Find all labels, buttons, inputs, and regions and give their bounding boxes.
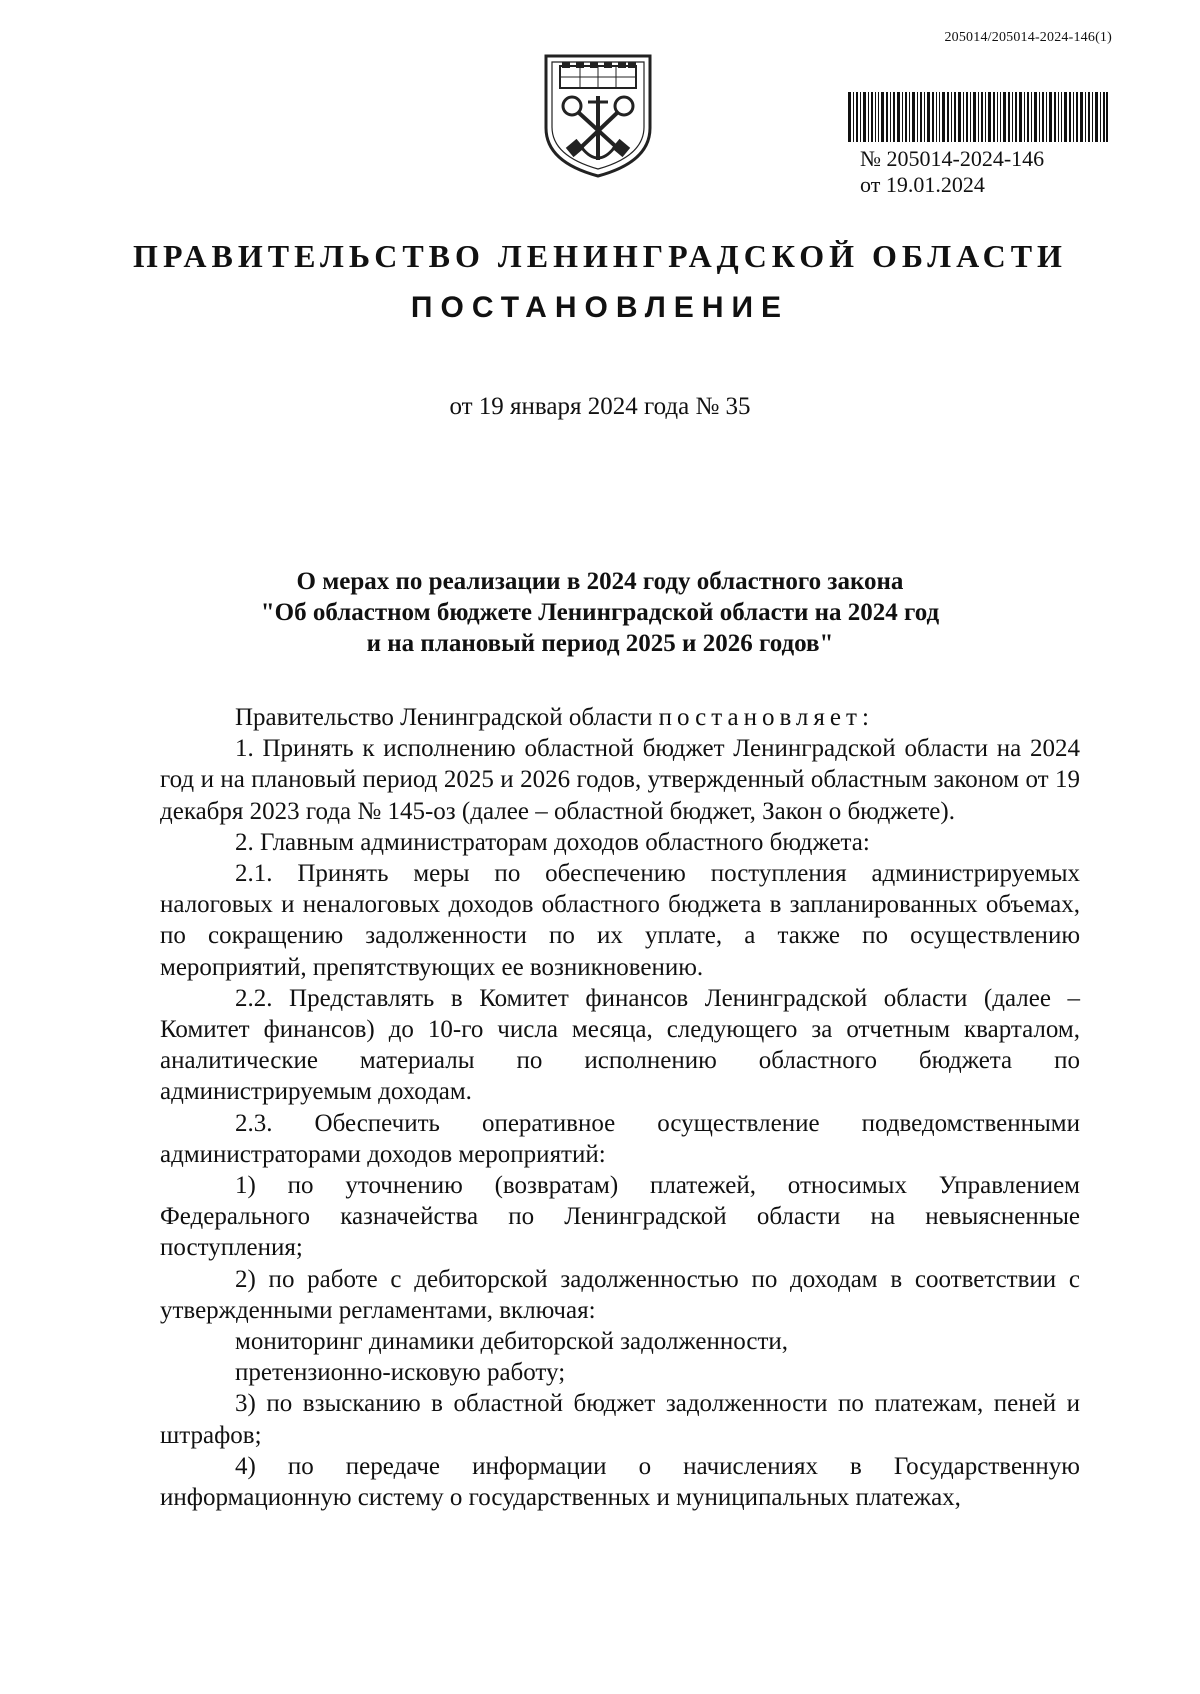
document-type: ПОСТАНОВЛЕНИЕ [410, 291, 790, 324]
registration-date: от 19.01.2024 [860, 172, 985, 197]
list-item-4: 4) по передаче информации о начислениях в Государственную информационную систему о государственных и муниципальных платежах, [160, 1452, 1080, 1512]
registration-number: № 205014-2024-146 [860, 146, 1045, 171]
preamble-colon: : [861, 704, 869, 731]
barcode-icon [848, 92, 1108, 142]
document-id: 205014/205014-2024-146(1) [944, 30, 1112, 45]
paragraph-2-3: 2.3. Обеспечить оперативное осуществление подведомственными администраторами доходов мероприятий: [160, 1109, 1080, 1168]
list-item-1: 1) по уточнению (возвратам) платежей, относимых Управлением Федерального казначейства по Ленинградской области на невыясненные поступления; [160, 1172, 1080, 1262]
list-item-2-sub: претензионно-исковую работу; [235, 1359, 566, 1387]
paragraph-2-2: 2.2. Представлять в Комитет финансов Ленинградской области (далее – Комитет финансов) до 10-го числа месяца, следующего за отчетным кварталом, аналитические материалы по исполнению областного бюджета по администрируемым доходам. [160, 984, 1080, 1106]
preamble-text: Правительство Ленинградской области [235, 704, 659, 731]
coat-of-arms-icon [540, 50, 656, 180]
paragraph-2-1: 2.1. Принять меры по обеспечению поступления администрируемых налоговых и неналоговых доходов областного бюджета в запланированных объемах, по сокращению задолженности по их уплате, а также по осуществлению мероприятий, препятствующих ее возникновению. [160, 860, 1080, 981]
list-item-2-sub: мониторинг динамики дебиторской задолженности, [235, 1328, 789, 1356]
document-date-number: от 19 января 2024 года № 35 [449, 393, 751, 420]
list-item-2: 2) по работе с дебиторской задолженностью по доходам в соответствии с утвержденными регламентами, включая: [160, 1265, 1080, 1324]
document-body [160, 702, 1080, 1513]
list-item-3: 3) по взысканию в областной бюджет задолженности по платежам, пеней и штрафов; [160, 1390, 1080, 1449]
document-subject [180, 566, 1020, 659]
paragraph-2: 2. Главным администраторам доходов областного бюджета: [235, 828, 870, 856]
preamble [160, 702, 1080, 733]
paragraph-1: 1. Принять к исполнению областной бюджет Ленинградской области на 2024 год и на плановый период 2025 и 2026 годов, утвержденный областным законом от 19 декабря 2023 года № 145-оз (далее – областной бюджет, Закон о бюджете). [160, 735, 1080, 825]
subject-line: и на плановый период 2025 и 2026 годов" [366, 630, 834, 657]
subject-line: "Об областном бюджете Ленинградской области на 2024 год [260, 599, 940, 626]
government-title: ПРАВИТЕЛЬСТВО ЛЕНИНГРАДСКОЙ ОБЛАСТИ [133, 238, 1067, 274]
preamble-verb: постановляет [658, 704, 862, 731]
subject-line: О мерах по реализации в 2024 году областного закона [296, 568, 904, 595]
